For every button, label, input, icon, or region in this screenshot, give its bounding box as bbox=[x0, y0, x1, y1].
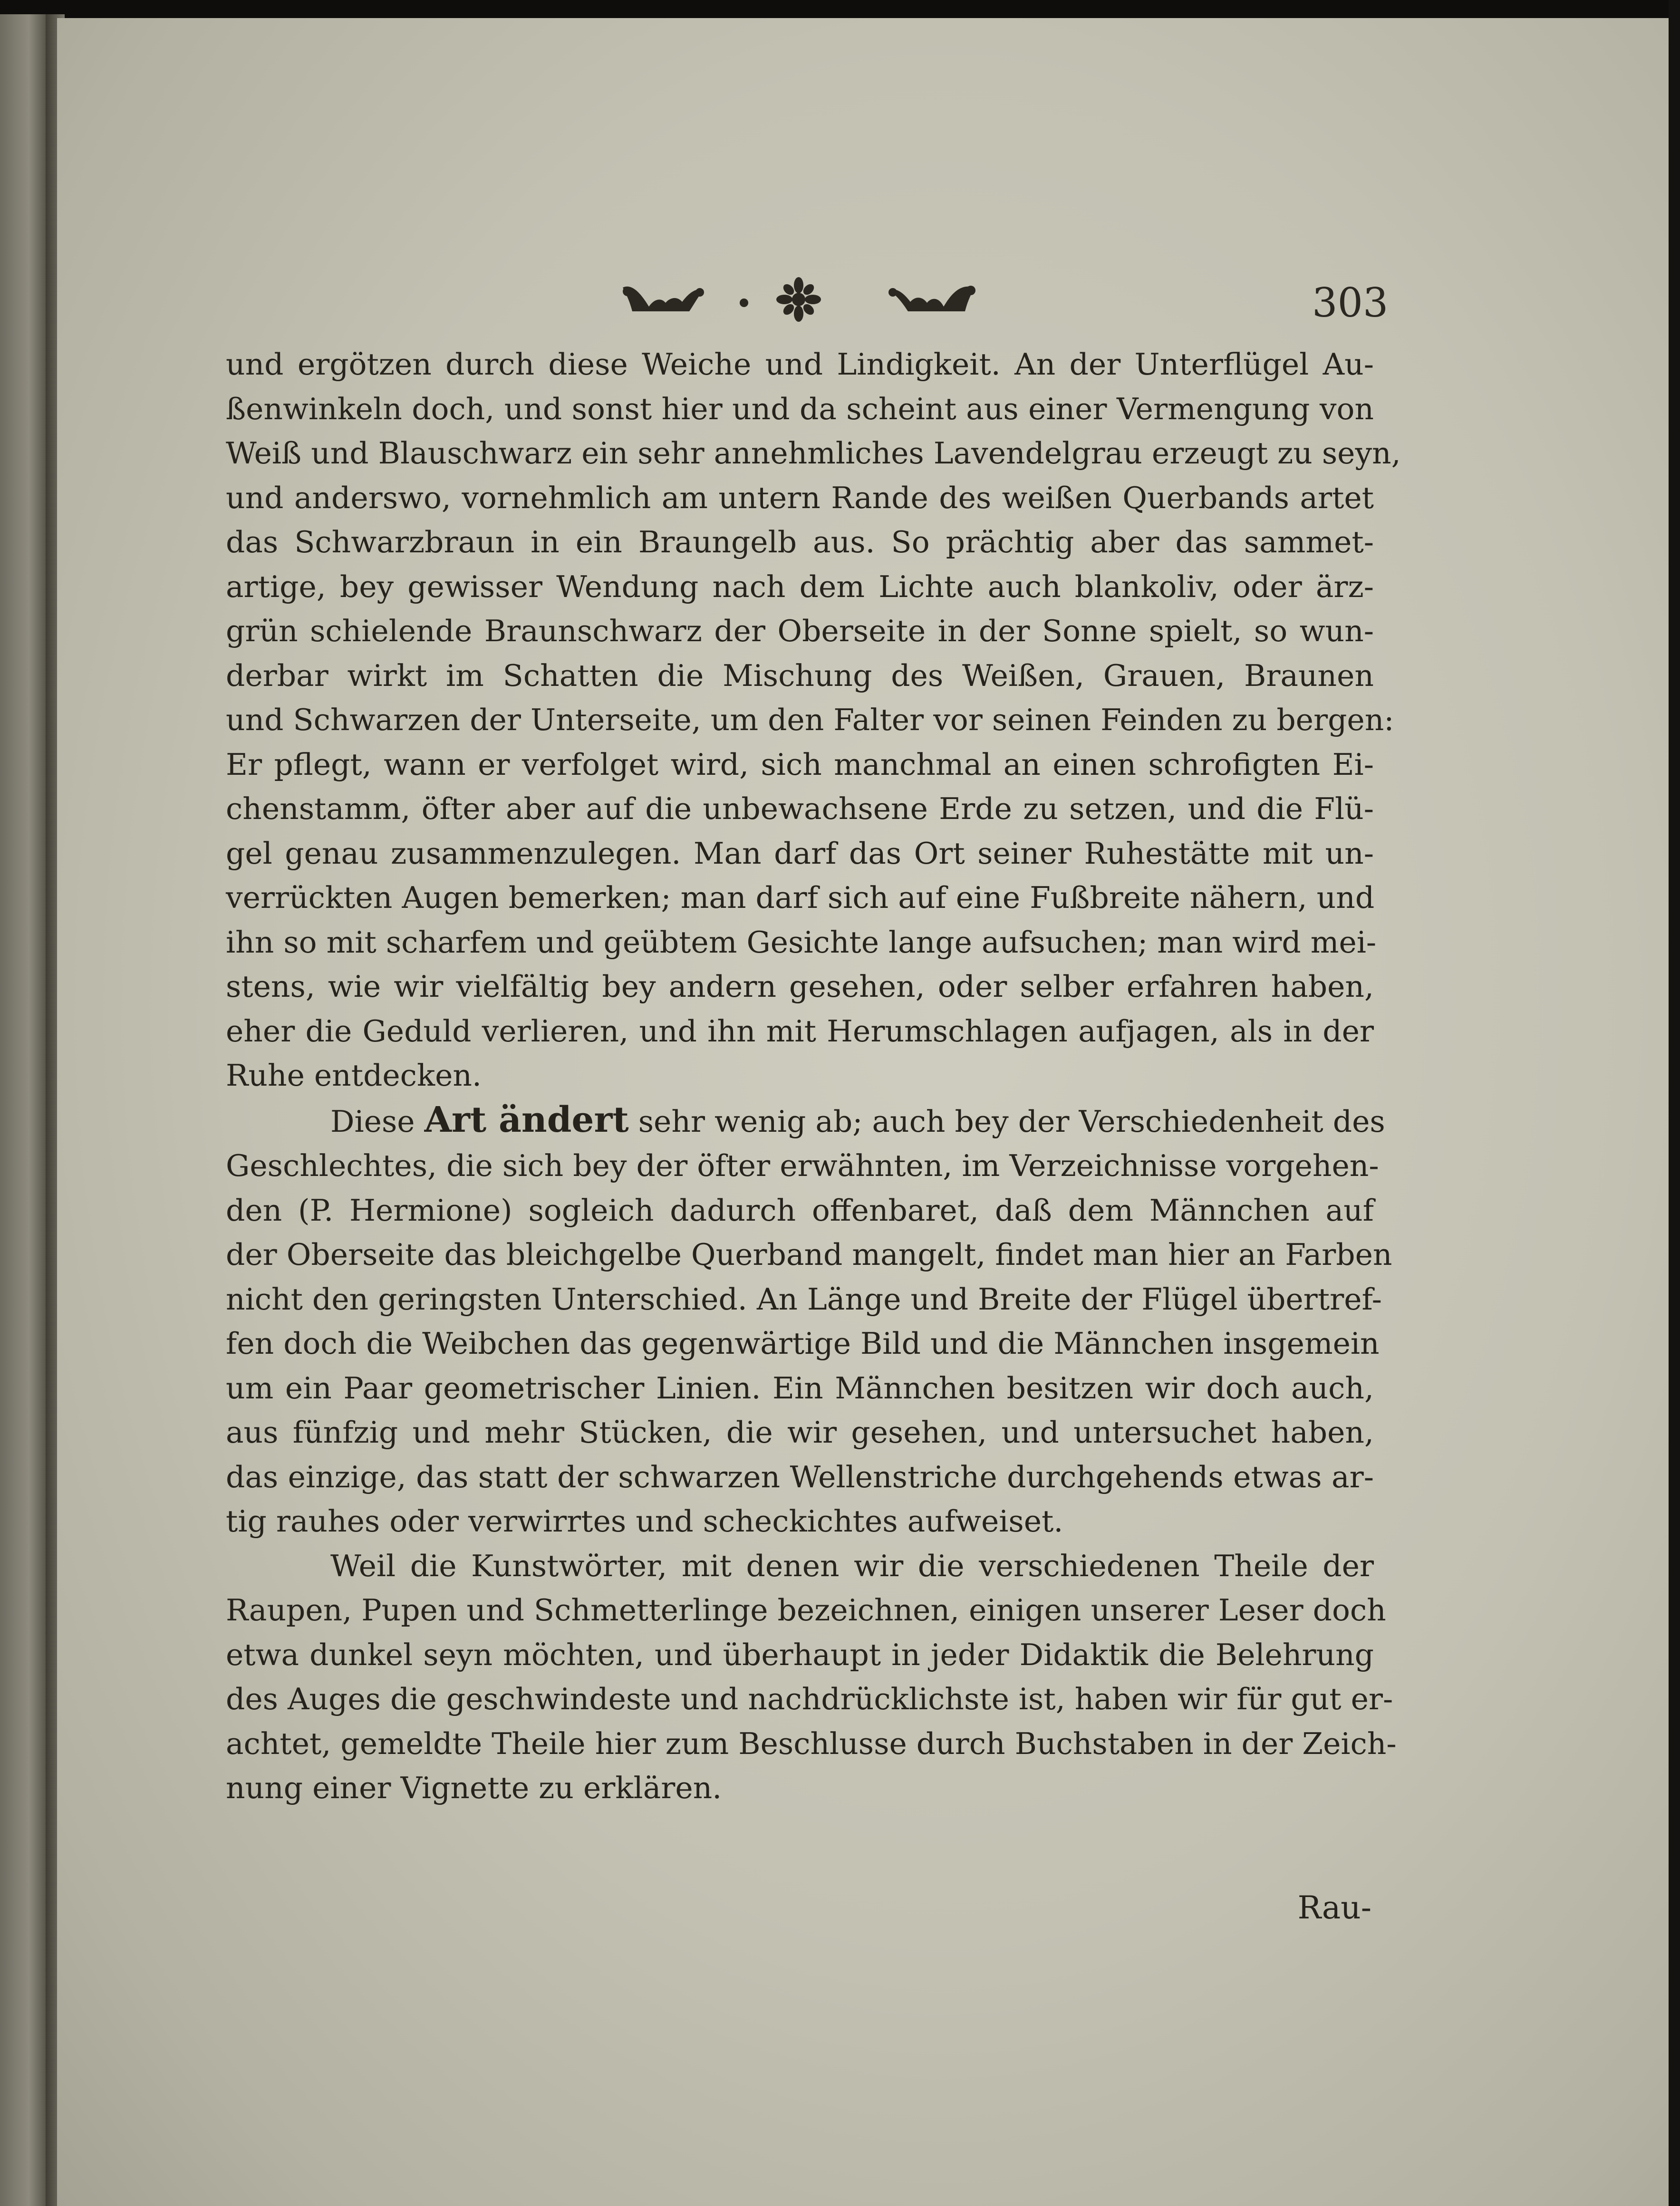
rosette-ornament-icon bbox=[776, 277, 821, 322]
left-scroll-ornament-icon bbox=[623, 287, 704, 311]
text-line: ßenwinkeln doch, und sonst hier und da scheint aus einer Vermengung von bbox=[226, 391, 1374, 426]
facing-page-edge bbox=[0, 14, 52, 2206]
text-line: das einzige, das statt der schwarzen Wellenstriche durchgehends etwas ar- bbox=[226, 1459, 1374, 1494]
ornament-dot-left bbox=[740, 299, 748, 307]
paragraph-2 bbox=[226, 1098, 1392, 1544]
text-fragment: Diese bbox=[330, 1104, 425, 1139]
ornamental-headpiece bbox=[613, 273, 984, 326]
text-line: das Schwarzbraun in ein Braungelb aus. So prächtig aber das sammet- bbox=[226, 525, 1374, 559]
text-line: und ergötzen durch diese Weiche und Lindigkeit. An der Unterflügel Au- bbox=[226, 347, 1374, 382]
text-line: etwa dunkel seyn möchten, und überhaupt in jeder Didaktik die Belehrung bbox=[226, 1637, 1374, 1672]
text-line: den (P. Hermione) sogleich dadurch offenbaret, daß dem Männchen auf bbox=[226, 1193, 1374, 1228]
text-line: aus fünfzig und mehr Stücken, die wir gesehen, und untersuchet haben, bbox=[226, 1415, 1374, 1450]
text-line: tig rauhes oder verwirrtes und scheckichtes aufweiset. bbox=[226, 1504, 1063, 1539]
text-line: artige, bey gewisser Wendung nach dem Lichte auch blankoliv, oder ärz- bbox=[226, 569, 1374, 604]
text-line bbox=[226, 1098, 1385, 1144]
text-line: und anderswo, vornehmlich am untern Rande des weißen Querbands artet bbox=[226, 480, 1374, 515]
text-line: chenstamm, öfter aber auf die unbewachsene Erde zu setzen, und die Flü- bbox=[226, 791, 1374, 826]
scan-border-top bbox=[0, 0, 1680, 19]
text-line: nicht den geringsten Unterschied. An Länge und Breite der Flügel übertref- bbox=[226, 1281, 1382, 1317]
text-line: der Oberseite das bleichgelbe Querband mangelt, findet man hier an Farben bbox=[226, 1237, 1392, 1272]
text-fragment: sehr wenig ab; auch bey der Verschiedenheit des bbox=[628, 1104, 1385, 1139]
text-line: verrückten Augen bemerken; man darf sich auf eine Fußbreite nähern, und bbox=[226, 880, 1375, 915]
text-line: gel genau zusammenzulegen. Man darf das Ort seiner Ruhestätte mit un- bbox=[226, 836, 1374, 871]
text-line: eher die Geduld verlieren, und ihn mit Herumschlagen aufjagen, als in der bbox=[226, 1013, 1374, 1049]
text-line: fen doch die Weibchen das gegenwärtige Bild und die Männchen insgemein bbox=[226, 1326, 1380, 1361]
paragraph-3 bbox=[226, 1544, 1397, 1811]
right-scroll-ornament-icon bbox=[888, 286, 975, 311]
text-line: ihn so mit scharfem und geübtem Gesichte lange aufsuchen; man wird mei- bbox=[226, 925, 1377, 960]
text-line: Ruhe entdecken. bbox=[226, 1058, 482, 1093]
text-line: grün schielende Braunschwarz der Oberseite in der Sonne spielt, so wun- bbox=[226, 614, 1374, 648]
paragraph-1 bbox=[226, 342, 1401, 1098]
page-number: 303 bbox=[1312, 279, 1389, 326]
text-line: Raupen, Pupen und Schmetterlinge bezeichnen, einigen unserer Leser doch bbox=[226, 1593, 1386, 1628]
text-line: Weiß und Blauschwarz ein sehr annehmliches Lavendelgrau erzeugt zu seyn, bbox=[226, 436, 1401, 471]
text-line: des Auges die geschwindeste und nachdrücklichste ist, haben wir für gut er- bbox=[226, 1682, 1393, 1716]
text-line: Weil die Kunstwörter, mit denen wir die verschiedenen Theile der bbox=[330, 1548, 1374, 1583]
text-line: und Schwarzen der Unterseite, um den Falter vor seinen Feinden zu bergen: bbox=[226, 703, 1394, 737]
text-line: nung einer Vignette zu erklären. bbox=[226, 1771, 722, 1805]
body-text bbox=[226, 342, 1401, 1811]
scan-border-right bbox=[1669, 0, 1680, 2206]
text-line: derbar wirkt im Schatten die Mischung des Weißen, Grauen, Braunen bbox=[226, 658, 1374, 693]
text-line: um ein Paar geometrischer Linien. Ein Männchen besitzen wir doch auch, bbox=[226, 1370, 1374, 1406]
text-line: achtet, gemeldte Theile hier zum Beschlusse durch Buchstaben in der Zeich- bbox=[226, 1726, 1397, 1761]
catchword: Rau- bbox=[1297, 1889, 1371, 1926]
text-line: stens, wie wir vielfältig bey andern gesehen, oder selber erfahren haben, bbox=[226, 969, 1374, 1004]
text-line: Geschlechtes, die sich bey der öfter erwähnten, im Verzeichnisse vorgehen- bbox=[226, 1148, 1379, 1183]
text-line: Er pflegt, wann er verfolget wird, sich manchmal an einen schrofigten Ei- bbox=[226, 747, 1374, 782]
emphasized-term: Art ändert bbox=[424, 1099, 629, 1140]
